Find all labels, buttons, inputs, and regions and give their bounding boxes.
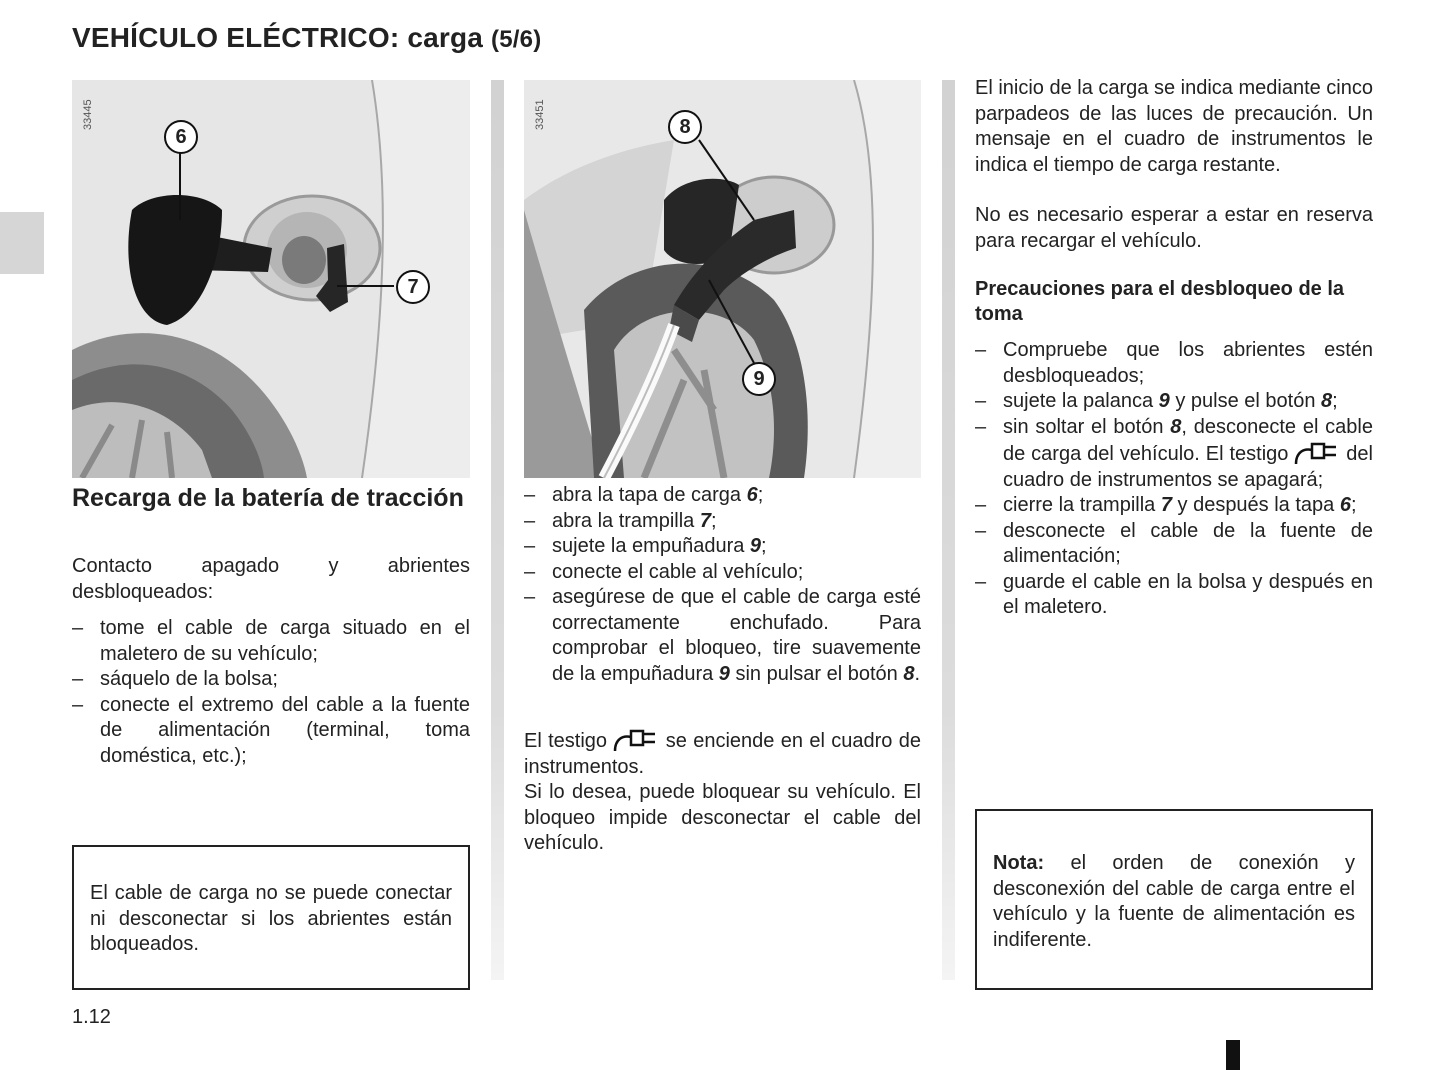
list-item: – sáquelo de la bolsa;: [72, 667, 470, 693]
page-marker: [1226, 1040, 1240, 1070]
page-number: 1.12: [72, 1006, 111, 1028]
list-item: – asegúrese de que el cable de carga esté correctamente enchufado. Para comprobar el bloqueo, tire suavemente de la empuñadura 9 sin pulsar el botón 8.: [524, 585, 921, 687]
list-item: – abra la tapa de carga 6;: [524, 483, 921, 509]
precautions-list: [975, 338, 1373, 621]
lock-text: Si lo desea, puede bloquear su vehículo. El bloqueo impide desconectar el cable del vehículo.: [524, 781, 921, 854]
note-box: [975, 809, 1373, 990]
steps-list-2: [524, 483, 921, 687]
list-item: – desconecte el cable de la fuente de alimentación;: [975, 519, 1373, 570]
figure-reference: 33445: [82, 99, 94, 130]
note-text: Nota: el orden de conexión y desconexión del cable de carga entre el vehículo y la fuente de alimentación es indiferente.: [993, 852, 1355, 951]
page-title: [72, 22, 541, 54]
list-item: – guarde el cable en la bolsa y después en el maletero.: [975, 570, 1373, 621]
callout-7: 7: [396, 270, 430, 304]
precautions-heading: Precauciones para el desbloqueo de la toma: [975, 278, 1345, 325]
steps-list-1: [72, 616, 470, 769]
callout-9: 9: [742, 362, 776, 396]
paragraph-reserve: No es necesario esperar a estar en reserva para recargar el vehículo.: [975, 204, 1373, 252]
warning-box: [72, 845, 470, 990]
list-item: – conecte el cable al vehículo;: [524, 560, 921, 586]
charging-plug-icon: [613, 727, 659, 753]
list-item: – sujete la palanca 9 y pulse el botón 8;: [975, 389, 1373, 415]
column-divider-left: [491, 80, 504, 980]
figure-reference: 33451: [534, 99, 546, 130]
section-heading: Recarga de la batería de tracción: [72, 484, 464, 512]
list-item: – abra la trampilla 7;: [524, 509, 921, 535]
list-item: – tome el cable de carga situado en el maletero de su vehículo;: [72, 616, 470, 667]
figure-charge-flap: [72, 80, 470, 478]
callout-8: 8: [668, 110, 702, 144]
list-item: – cierre la trampilla 7 y después la tapa 6;: [975, 493, 1373, 519]
paragraph-charge-start: El inicio de la carga se indica mediante cinco parpadeos de las luces de precaución. Un mensaje en el cuadro de instrumentos le indica el tiempo de carga restante.: [975, 77, 1373, 176]
list-item: – sujete la empuñadura 9;: [524, 534, 921, 560]
callout-6: 6: [164, 120, 198, 154]
lamp-text: El testigo se enciende en el cuadro de instrumentos. Si lo desea, puede bloquear su vehículo. El bloqueo impide desconectar el cable del vehículo.: [524, 727, 921, 857]
figure-charge-connector: [524, 80, 921, 478]
column-divider-right: [942, 80, 955, 980]
title-main: VEHÍCULO ELÉCTRICO: carga: [72, 22, 484, 53]
charging-plug-icon: [1294, 440, 1340, 466]
chapter-tab: [0, 212, 44, 274]
list-item: – Compruebe que los abrientes estén desbloqueados;: [975, 338, 1373, 389]
intro-text: Contacto apagado y abrientes desbloqueados:: [72, 555, 470, 603]
callout-leaders: [524, 80, 921, 478]
title-section: (5/6): [491, 26, 542, 53]
list-item: – conecte el extremo del cable a la fuente de alimentación (terminal, toma doméstica, etc.);: [72, 693, 470, 770]
note-label: Nota:: [993, 852, 1045, 874]
list-item: – sin soltar el botón 8, desconecte el cable de carga del vehículo. El testigo del cuadro de instrumentos se apagará;: [975, 415, 1373, 494]
warning-text: El cable de carga no se puede conectar ni desconectar si los abrientes están bloqueados.: [90, 882, 452, 955]
